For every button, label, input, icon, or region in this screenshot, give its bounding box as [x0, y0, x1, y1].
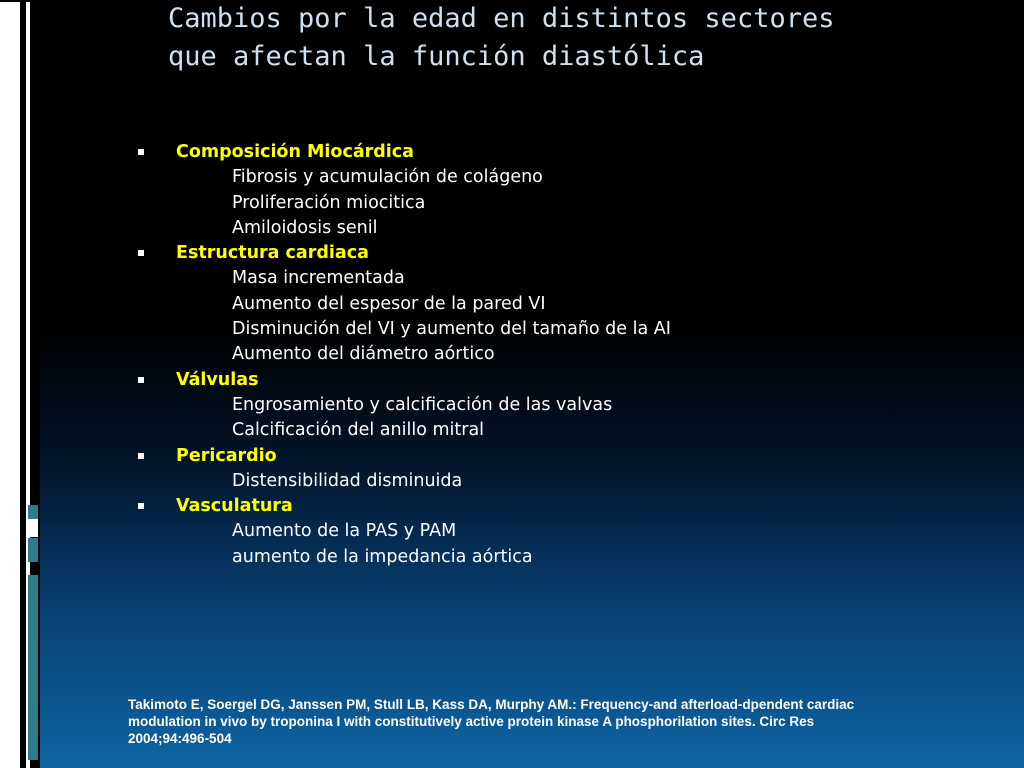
list-item: aumento de la impedancia aórtica [232, 546, 533, 567]
section-valvulas [138, 368, 998, 444]
teal-block-1 [28, 505, 38, 519]
section-vasculatura [138, 494, 998, 570]
square-bullet-icon [138, 453, 144, 459]
decorative-stripes [0, 0, 40, 768]
square-bullet-icon [138, 250, 144, 256]
list-item: Amiloidosis senil [232, 217, 378, 238]
list-item: Calcificación del anillo mitral [232, 420, 485, 441]
list-item: Aumento del diámetro aórtico [232, 344, 495, 365]
list-item: Masa incrementada [232, 268, 405, 289]
reference-line-2: modulation in vivo by troponina I with constitutively active protein kinase A phosphorilation sites. Circ Res [128, 714, 815, 729]
section-heading: Estructura cardiaca [176, 243, 369, 264]
dark-stripe-2 [20, 0, 26, 768]
reference-line-1: Takimoto E, Soergel DG, Janssen PM, Stull LB, Kass DA, Murphy AM.: Frequency-and afterload-dpendent cardiac [128, 697, 855, 712]
section-heading: Vasculatura [176, 496, 293, 517]
list-item: Proliferación miocitica [232, 192, 426, 213]
section-estructura [138, 241, 998, 367]
reference-citation [128, 696, 928, 747]
section-composicion [138, 140, 998, 241]
title-line-1: Cambios por la edad en distintos sectores [168, 3, 835, 34]
list-item: Disminución del VI y aumento del tamaño de la AI [232, 319, 671, 340]
section-heading: Válvulas [176, 369, 259, 390]
list-item: Engrosamiento y calcificación de las valvas [232, 394, 613, 415]
list-item: Aumento del espesor de la pared VI [232, 293, 546, 314]
reference-line-3: 2004;94:496-504 [128, 731, 232, 746]
section-heading: Pericardio [176, 445, 277, 466]
list-item: Aumento de la PAS y PAM [232, 521, 457, 542]
slide-title [168, 0, 988, 76]
square-bullet-icon [138, 503, 144, 509]
list-item: Fibrosis y acumulación de colágeno [232, 167, 543, 188]
teal-block-2 [28, 538, 38, 562]
teal-block-3 [28, 575, 38, 760]
white-gap-1 [28, 519, 38, 537]
section-heading: Composición Miocárdica [176, 142, 414, 162]
title-line-2: que afectan la función diastólica [168, 41, 705, 72]
list-item: Distensibilidad disminuida [232, 470, 463, 491]
section-pericardio [138, 444, 998, 495]
bullet-list [138, 140, 998, 570]
square-bullet-icon [138, 377, 144, 383]
square-bullet-icon [138, 149, 144, 155]
